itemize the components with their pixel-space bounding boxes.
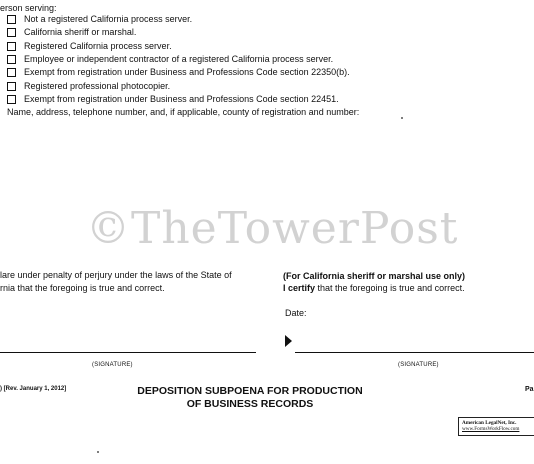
checkbox-exempt-22350[interactable] — [7, 68, 16, 77]
certify-statement — [283, 283, 465, 294]
stray-mark — [401, 117, 403, 119]
watermark: ©TheTowerPost — [86, 203, 459, 254]
publisher-name: American LegalNet, Inc. — [462, 420, 517, 426]
option-label-registered-server: Registered California process server. — [24, 41, 172, 51]
page-label: Pa — [525, 386, 534, 393]
certify-rest: that the foregoing is true and correct. — [315, 283, 465, 293]
option-label-photocopier: Registered professional photocopier. — [24, 81, 171, 91]
serving-heading: erson serving: — [0, 3, 57, 13]
checkbox-photocopier[interactable] — [7, 82, 16, 91]
checkbox-employee-contractor[interactable] — [7, 55, 16, 64]
option-label-not-registered: Not a registered California process server. — [24, 14, 193, 24]
option-label-exempt-22451: Exempt from registration under Business and Professions Code section 22451. — [24, 94, 339, 104]
date-label: Date: — [285, 308, 307, 318]
publisher-badge — [458, 417, 534, 436]
form-title-line-1: DEPOSITION SUBPOENA FOR PRODUCTION — [137, 385, 363, 397]
certify-bold: I certify — [283, 283, 316, 293]
left-signature-label: (SIGNATURE) — [92, 362, 133, 368]
right-signature-line[interactable] — [295, 352, 534, 353]
stray-dot — [97, 451, 99, 453]
publisher-url[interactable]: www.FormsWorkFlow.com — [462, 426, 520, 432]
declaration-line-1: lare under penalty of perjury under the laws of the State of — [0, 270, 232, 280]
arrow-pointer-icon — [285, 335, 292, 347]
revision-date: ) [Rev. January 1, 2012] — [0, 386, 67, 392]
option-label-employee-contractor: Employee or independent contractor of a registered California process server. — [24, 54, 334, 64]
name-address-label: Name, address, telephone number, and, if applicable, county of registration and number: — [7, 107, 360, 117]
sheriff-heading: (For California sheriff or marshal use only) — [283, 271, 466, 281]
checkbox-sheriff-marshal[interactable] — [7, 28, 16, 37]
option-label-sheriff-marshal: California sheriff or marshal. — [24, 27, 137, 37]
form-title-line-2: OF BUSINESS RECORDS — [186, 398, 314, 410]
checkbox-exempt-22451[interactable] — [7, 95, 16, 104]
right-signature-label: (SIGNATURE) — [398, 362, 439, 368]
left-signature-line[interactable] — [0, 352, 256, 353]
checkbox-registered-server[interactable] — [7, 42, 16, 51]
option-label-exempt-22350: Exempt from registration under Business and Professions Code section 22350(b). — [24, 67, 350, 77]
checkbox-not-registered[interactable] — [7, 15, 16, 24]
declaration-line-2: rnia that the foregoing is true and correct. — [0, 283, 165, 293]
